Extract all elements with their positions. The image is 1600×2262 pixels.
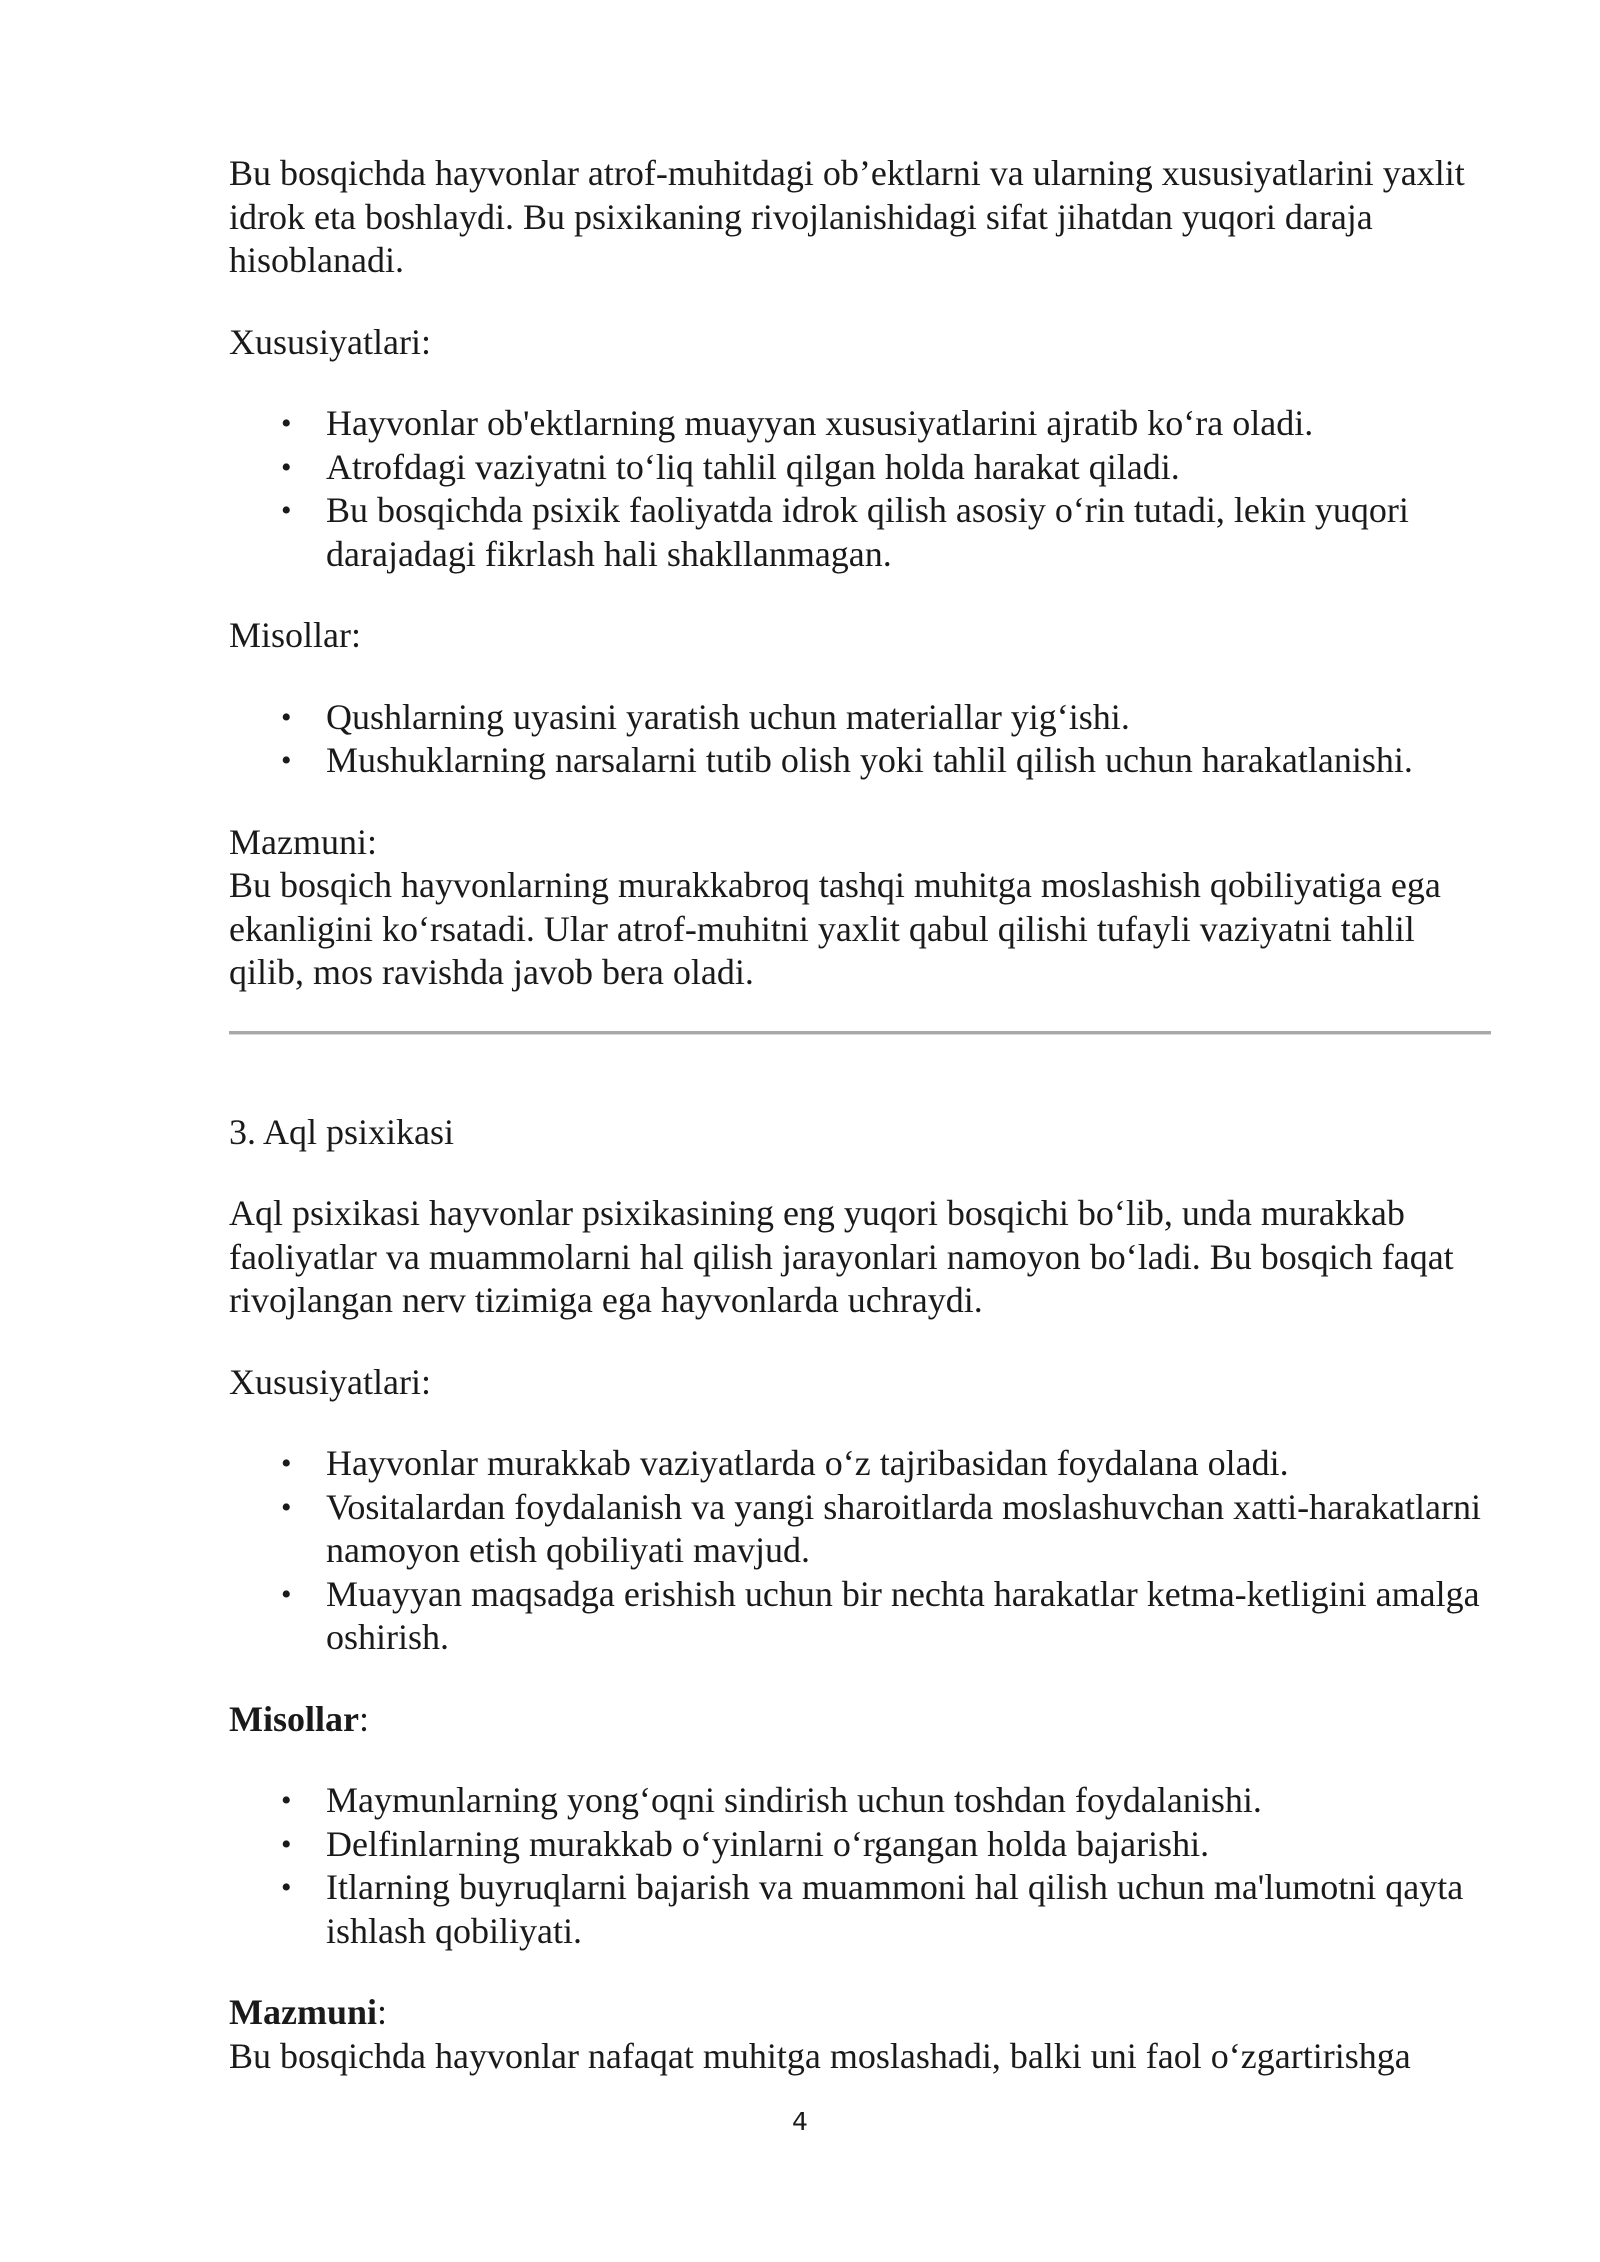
- list-item: • Hayvonlar murakkab vaziyatlarda o‘z tajribasidan foydalana oladi.: [326, 1442, 1491, 1486]
- section3-intro: Aql psixikasi hayvonlar psixikasining eng yuqori bosqichi bo‘lib, unda murakkab faoliyatlar va muammolarni hal qilish jarayonlari namoyon bo‘ladi. Bu bosqich faqat rivojlangan nerv tizimiga ega hayvonlarda uchraydi.: [229, 1193, 1454, 1320]
- section3-heading: 3. Aql psixikasi: [229, 1111, 455, 1152]
- section3-examples-list: [229, 1779, 1491, 1953]
- list-item: • Delfinlarning murakkab o‘yinlarni o‘rgangan holda bajarishi.: [326, 1823, 1491, 1867]
- section3-features-list: [229, 1442, 1491, 1660]
- page-number: 4: [792, 2107, 808, 2136]
- section2-features-list: [229, 402, 1491, 576]
- examples-bold-label: Misollar: [229, 1698, 359, 1739]
- section3-meaning-label: [229, 1991, 1491, 2035]
- meaning-bold-label: Mazmuni: [229, 1992, 377, 2032]
- examples-colon: :: [358, 1698, 369, 1739]
- list-item: • Maymunlarning yong‘oqni sindirish uchun toshdan foydalanishi.: [326, 1779, 1491, 1823]
- list-item: • Muayyan maqsadga erishish uchun bir nechta harakatlar ketma-ketligini amalga oshirish.: [326, 1573, 1491, 1660]
- meaning-colon: :: [377, 1992, 388, 2032]
- list-item: • Mushuklarning narsalarni tutib olish yoki tahlil qilish uchun harakatlanishi.: [326, 739, 1491, 783]
- section2-features-label: Xususiyatlari:: [229, 321, 431, 362]
- horizontal-rule: [229, 1031, 1491, 1035]
- section3-examples-label: [229, 1698, 1491, 1742]
- section2-meaning-text: Bu bosqich hayvonlarning murakkabroq tashqi muhitga moslashish qobiliyatiga ega ekanligini ko‘rsatadi. Ular atrof-muhitni yaxlit qabul qilishi tufayli vaziyatni tahlil qilib, mos ravishda javob bera oladi.: [229, 865, 1441, 992]
- section2-examples-label: Misollar:: [229, 615, 361, 655]
- section3-meaning-text: Bu bosqichda hayvonlar nafaqat muhitga moslashadi, balki uni faol o‘zgartirishga: [229, 2035, 1411, 2076]
- section2-intro: Bu bosqichda hayvonlar atrof-muhitdagi ob’ektlarni va ularning xususiyatlarini yaxlit idrok eta boshlaydi. Bu psixikaning rivojlanishidagi sifat jihatdan yuqori daraja hisoblanadi.: [229, 153, 1465, 280]
- list-item: • Vositalardan foydalanish va yangi sharoitlarda moslashuvchan xatti-harakatlarni namoyon etish qobiliyati mavjud.: [326, 1486, 1491, 1573]
- list-item: • Qushlarning uyasini yaratish uchun materiallar yig‘ishi.: [326, 696, 1491, 740]
- list-item: • Hayvonlar ob'ektlarning muayyan xususiyatlarini ajratib ko‘ra oladi.: [326, 402, 1491, 446]
- list-item: • Itlarning buyruqlarni bajarish va muammoni hal qilish uchun ma'lumotni qayta ishlash qobiliyati.: [326, 1866, 1491, 1953]
- section2-meaning-label: Mazmuni:: [229, 821, 377, 862]
- document-page: [229, 152, 1491, 2078]
- section2-examples-list: [229, 696, 1491, 783]
- list-item: • Bu bosqichda psixik faoliyatda idrok qilish asosiy o‘rin tutadi, lekin yuqori darajadagi fikrlash hali shakllanmagan.: [326, 489, 1491, 576]
- list-item: • Atrofdagi vaziyatni to‘liq tahlil qilgan holda harakat qiladi.: [326, 446, 1491, 490]
- section3-features-label: Xususiyatlari:: [229, 1361, 431, 1402]
